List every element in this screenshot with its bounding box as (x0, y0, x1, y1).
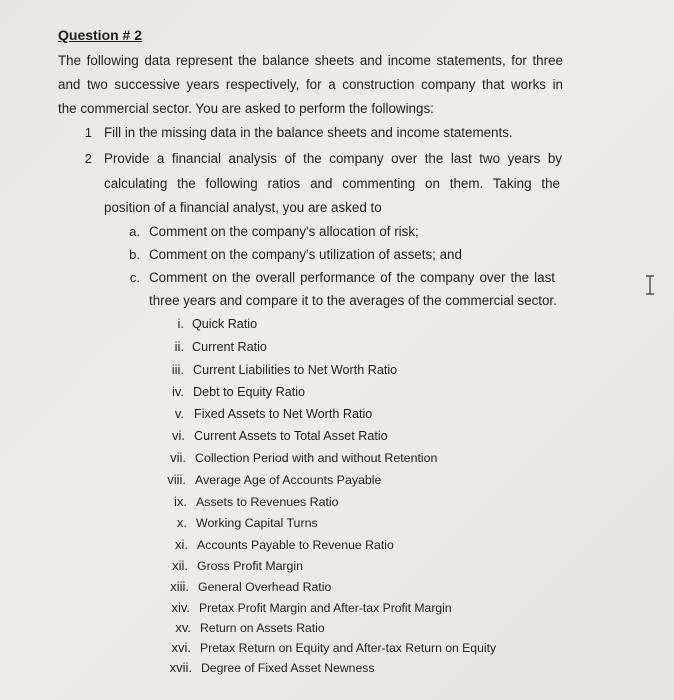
ratio-number: xvii. (169, 660, 192, 675)
ratio-label: General Overhead Ratio (198, 580, 332, 594)
task-2-number: 2 (84, 151, 92, 166)
ratio-label: Assets to Revenues Ratio (196, 495, 339, 509)
ratio-number: xiii. (170, 579, 189, 594)
task-1-text: Fill in the missing data in the balance sheets and income statements. (104, 125, 513, 140)
intro-line-3: the commercial sector. You are asked to perform the followings: (58, 101, 434, 116)
ratio-number: xiv. (171, 600, 190, 615)
ratio-label: Quick Ratio (192, 317, 258, 331)
ratio-label: Fixed Assets to Net Worth Ratio (194, 407, 373, 421)
ratio-label: Collection Period with and without Retention (195, 451, 438, 465)
subtask-c-line-1: Comment on the overall performance of the company over the last (149, 270, 555, 285)
question-title: Question # 2 (58, 27, 143, 43)
task-2-line-2: calculating the following ratios and commenting on them. Taking the (104, 176, 560, 191)
subtask-b-number: b. (129, 247, 140, 262)
ratio-number: iv. (171, 384, 184, 399)
subtask-a-number: a. (129, 224, 140, 239)
ratio-label: Return on Assets Ratio (200, 621, 325, 635)
ratio-number: x. (176, 515, 187, 530)
ratio-number: xii. (172, 558, 188, 573)
ratio-number: vi. (172, 428, 185, 443)
task-2-line-3: position of a financial analyst, you are asked to (104, 200, 382, 215)
ratio-number: ix. (174, 494, 187, 509)
ratio-number: xvi. (171, 640, 191, 655)
ratio-label: Current Liabilities to Net Worth Ratio (193, 363, 398, 377)
ratio-label: Current Ratio (192, 340, 267, 354)
subtask-c-number: c. (129, 270, 140, 285)
ratio-label: Current Assets to Total Asset Ratio (194, 429, 388, 443)
ratio-number: xv. (175, 620, 191, 635)
task-2-line-1: Provide a financial analysis of the company over the last two years by (104, 151, 562, 166)
ratio-number: ii. (174, 339, 184, 354)
ratio-label: Pretax Return on Equity and After-tax Return on Equity (200, 641, 497, 655)
task-1-number: 1 (84, 125, 92, 140)
ratio-number: v. (174, 406, 184, 421)
ratio-label: Debt to Equity Ratio (193, 385, 306, 399)
intro-line-1: The following data represent the balance sheets and income statements, for three (58, 53, 563, 68)
ratio-label: Accounts Payable to Revenue Ratio (197, 538, 394, 552)
ratio-number: viii. (167, 472, 186, 487)
subtask-a-text: Comment on the company's allocation of risk; (149, 224, 419, 239)
ratio-number: xi. (175, 537, 188, 552)
subtask-b-text: Comment on the company's utilization of assets; and (149, 247, 462, 262)
ratio-number: iii. (171, 362, 184, 377)
ratio-label: Pretax Profit Margin and After-tax Profit Margin (199, 601, 452, 615)
ratio-label: Working Capital Turns (196, 516, 318, 530)
subtask-c-line-2: three years and compare it to the averages of the commercial sector. (149, 293, 557, 308)
ratio-label: Gross Profit Margin (197, 559, 303, 573)
ratio-number: i. (177, 316, 184, 331)
text-cursor-icon (645, 275, 655, 295)
ratio-number: vii. (170, 450, 186, 465)
ratio-label: Average Age of Accounts Payable (195, 473, 382, 487)
intro-line-2: and two successive years respectively, for a construction company that works in (58, 77, 563, 92)
ratio-label: Degree of Fixed Asset Newness (201, 661, 375, 675)
